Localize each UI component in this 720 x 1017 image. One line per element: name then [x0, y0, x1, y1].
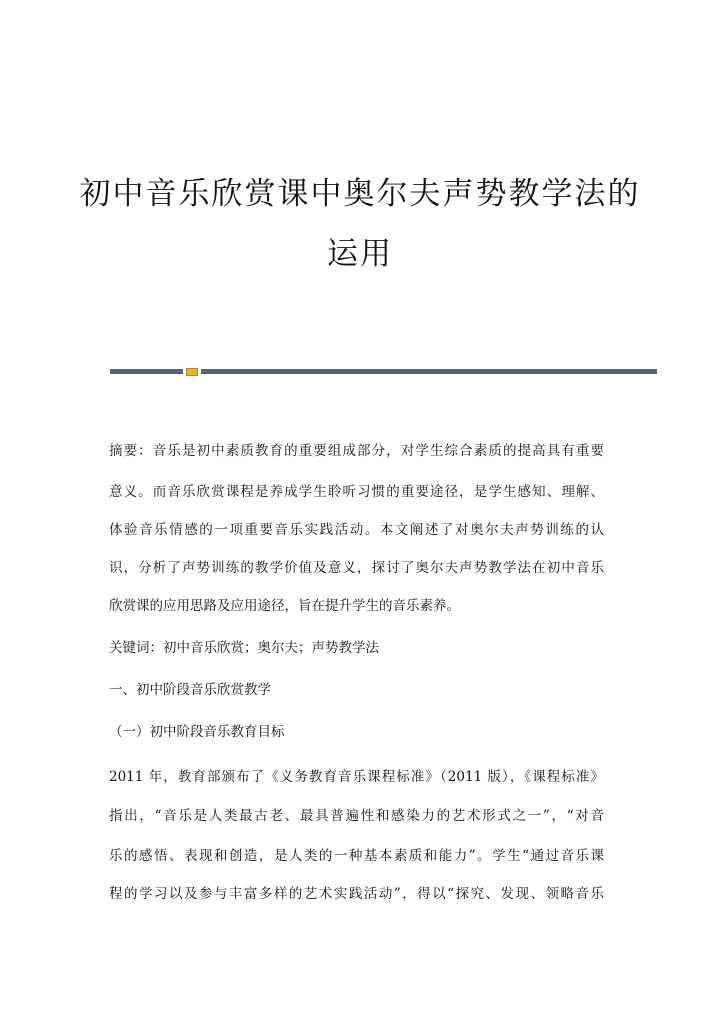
body-line: 程的学习以及参与丰富多样的艺术实践活动”，得以“探究、发现、领略音乐	[109, 886, 604, 902]
document-title-line-2: 运用	[327, 236, 393, 272]
section-heading: 一、初中阶段音乐欣赏教学	[109, 682, 271, 698]
abstract-line-last: 欣赏课的应用思路及应用途径，旨在提升学生的音乐素养。	[109, 598, 460, 614]
abstract-line: 体验音乐情感的一项重要音乐实践活动。本文阐述了对奥尔夫声势训练的认	[109, 522, 604, 538]
divider-bar-left	[110, 369, 183, 374]
body-line: 乐的感悟、表现和创造，是人类的一种基本素质和能力”。学生“通过音乐课	[109, 848, 604, 864]
abstract-line: 摘要：音乐是初中素质教育的重要组成部分，对学生综合素质的提高具有重要	[109, 443, 604, 459]
abstract-line: 意义。而音乐欣赏课程是养成学生聆听习惯的重要途径，是学生感知、理解、	[109, 484, 604, 500]
divider-ornament-icon	[186, 368, 198, 376]
section-subheading: （一）初中阶段音乐教育目标	[109, 724, 285, 740]
keywords: 关键词：初中音乐欣赏；奥尔夫；声势教学法	[109, 640, 379, 656]
body-line: 指出，“音乐是人类最古老、最具普遍性和感染力的艺术形式之一”，“对音	[109, 808, 604, 824]
divider-bar-right	[201, 369, 657, 374]
body-line: 2011 年，教育部颁布了《义务教育音乐课程标准》（2011 版），《课程标准》	[109, 769, 604, 785]
document-title-line-1: 初中音乐欣赏课中奥尔夫声势教学法的	[79, 176, 641, 212]
title-divider	[110, 368, 657, 376]
abstract-line: 识，分析了声势训练的教学价值及意义，探讨了奥尔夫声势教学法在初中音乐	[109, 560, 604, 576]
